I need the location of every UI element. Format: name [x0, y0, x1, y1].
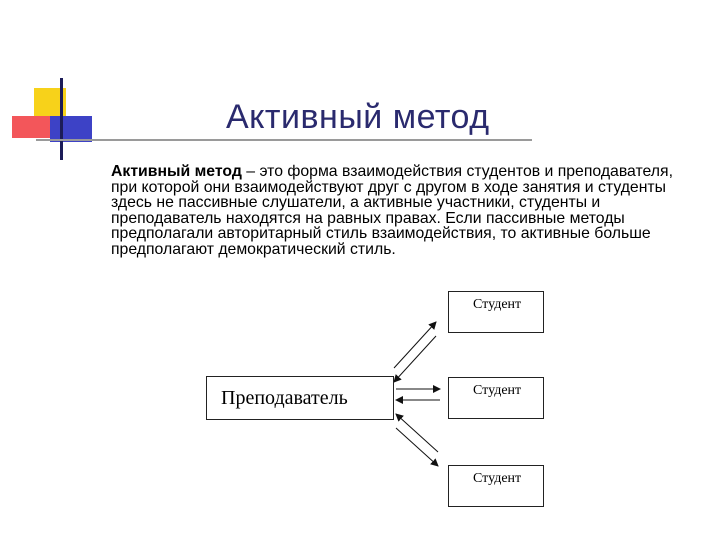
student-box-1: Студент — [448, 291, 544, 333]
arrow-to-student-3 — [396, 428, 438, 466]
student-box-2: Студент — [448, 377, 544, 419]
arrow-to-student-1 — [394, 322, 436, 368]
arrow-from-student-3 — [396, 414, 438, 452]
student-box-3: Студент — [448, 465, 544, 507]
teacher-box: Преподаватель — [206, 376, 394, 420]
body-term: Активный метод — [111, 163, 242, 180]
slide-title: Активный метод — [226, 98, 490, 136]
body-definition: – это форма взаимодействия студентов и преподавателя, при которой они взаимодействуют друг с другом в ходе занятия и студенты здесь не пассивные слушатели, а активные участники, студенты и преподаватель находятся на равных правах. Если пассивные методы предполагали авторитарный стиль взаимодействия, то активные больше предполагают демократический стиль. — [111, 163, 673, 258]
arrow-from-student-1 — [394, 336, 436, 382]
